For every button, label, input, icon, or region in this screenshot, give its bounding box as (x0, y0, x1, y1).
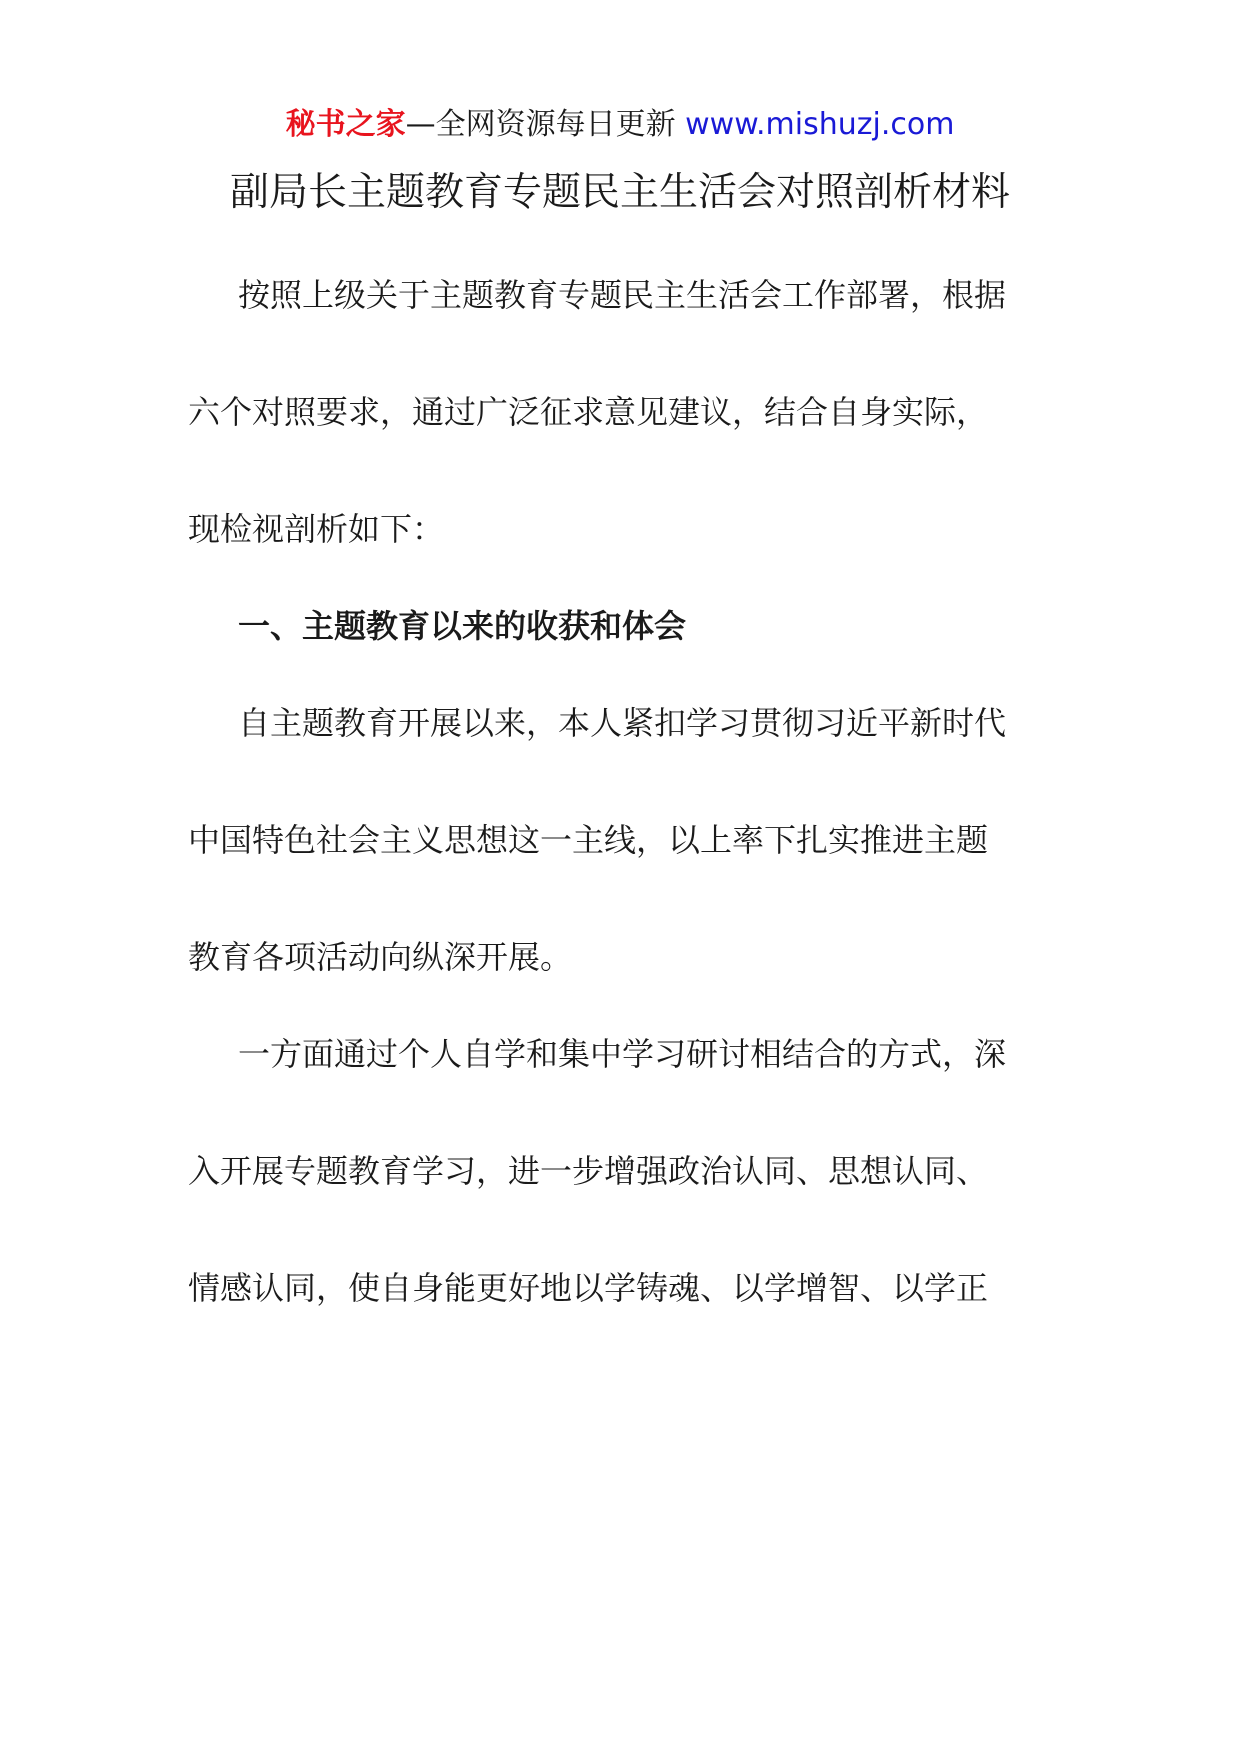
paragraph-3-line-3: 情感认同，使自身能更好地以学铸魂、以学增智、以学正 (188, 1269, 989, 1307)
brand-name: 秘书之家 (285, 107, 406, 142)
document-title: 副局长主题教育专题民主生活会对照剖析材料 (229, 170, 1010, 215)
paragraph-1-line-2: 六个对照要求，通过广泛征求意见建议，结合自身实际， (188, 393, 989, 431)
site-slogan: —全网资源每日更新 (405, 107, 676, 142)
site-header (0, 103, 1240, 147)
paragraph-3-line-2: 入开展专题教育学习，进一步增强政治认同、思想认同、 (188, 1152, 989, 1190)
paragraph-2-line-1: 自主题教育开展以来，本人紧扣学习贯彻习近平新时代 (238, 704, 1007, 742)
paragraph-2-line-3: 教育各项活动向纵深开展。 (188, 938, 573, 976)
paragraph-1-line-3: 现检视剖析如下： (188, 510, 445, 548)
section-heading-1: 一、主题教育以来的收获和体会 (238, 607, 687, 645)
paragraph-1-line-1: 按照上级关于主题教育专题民主生活会工作部署，根据 (238, 276, 1007, 314)
site-url-link[interactable]: www.mishuzj.com (685, 107, 955, 142)
paragraph-2-line-2: 中国特色社会主义思想这一主线，以上率下扎实推进主题 (188, 821, 989, 859)
paragraph-3-line-1: 一方面通过个人自学和集中学习研讨相结合的方式，深 (238, 1035, 1007, 1073)
